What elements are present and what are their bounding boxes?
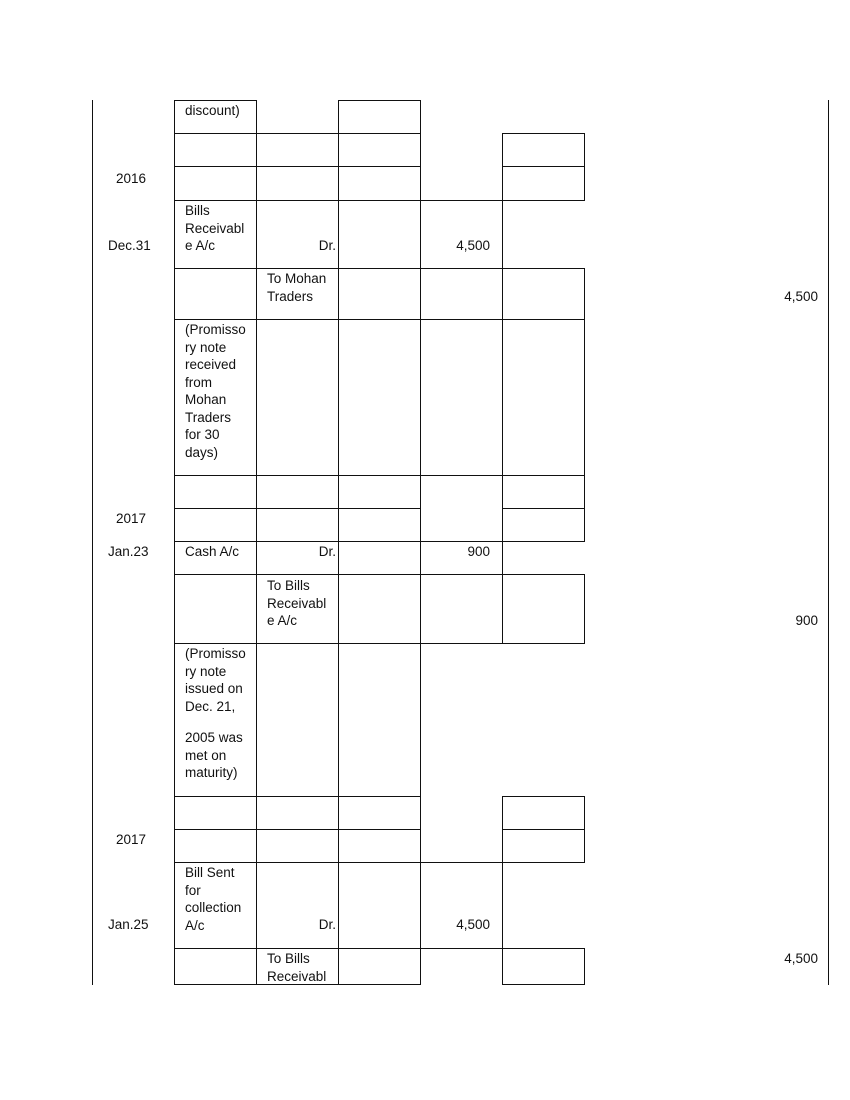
- table-cell: [174, 508, 257, 542]
- table-cell: [502, 829, 585, 863]
- table-cell: [174, 133, 257, 167]
- table-cell: [502, 475, 585, 509]
- table-cell: [338, 796, 421, 830]
- left-page-rule: [92, 100, 93, 985]
- narration-text: discount): [185, 103, 240, 118]
- credit-account: To Bills Receivabl: [267, 951, 327, 984]
- year-label: 2017: [116, 511, 147, 526]
- table-cell: [338, 508, 421, 542]
- table-cell: [338, 643, 421, 797]
- dr-marker: Dr.: [318, 544, 336, 559]
- table-cell: [256, 829, 339, 863]
- credit-account: To Mohan Traders: [267, 271, 327, 304]
- table-cell: [338, 862, 421, 949]
- debit-account: Bill Sent for collection A/c: [185, 865, 242, 933]
- table-cell: [256, 475, 339, 509]
- table-cell: [338, 268, 421, 320]
- table-cell: [256, 796, 339, 830]
- entry-date: Jan.23: [108, 544, 149, 559]
- table-cell: [338, 829, 421, 863]
- credit-amount: 4,500: [784, 951, 818, 966]
- table-cell: [174, 475, 257, 509]
- table-cell: [256, 133, 339, 167]
- narration-text: (Promisso ry note issued on Dec. 21,: [185, 646, 246, 714]
- table-cell: [420, 200, 503, 269]
- debit-amount: 4,500: [456, 917, 490, 932]
- entry-date: Dec.31: [108, 238, 151, 253]
- dr-marker: Dr.: [318, 238, 336, 253]
- dr-marker: Dr.: [318, 917, 336, 932]
- year-label: 2016: [116, 171, 147, 186]
- debit-amount: 4,500: [456, 238, 490, 253]
- right-page-rule: [828, 100, 829, 985]
- table-cell: [420, 862, 503, 949]
- table-cell: [502, 166, 585, 201]
- table-cell: [256, 166, 339, 201]
- table-cell: [338, 948, 421, 985]
- table-cell: [338, 574, 421, 644]
- table-cell: [256, 200, 339, 269]
- table-cell: [174, 268, 257, 320]
- credit-amount: 4,500: [784, 289, 818, 304]
- debit-account: Bills Receivabl e A/c: [185, 203, 245, 253]
- table-cell: [420, 268, 503, 320]
- debit-amount: 900: [467, 544, 490, 559]
- table-cell: [256, 643, 339, 797]
- table-cell: [338, 100, 421, 134]
- table-cell: [174, 574, 257, 644]
- table-cell: [338, 166, 421, 201]
- table-cell: [502, 948, 585, 985]
- table-cell: [420, 319, 503, 476]
- credit-account: To Bills Receivabl e A/c: [267, 578, 327, 628]
- table-cell: [174, 166, 257, 201]
- year-label: 2017: [116, 832, 147, 847]
- table-cell: [174, 829, 257, 863]
- table-cell: [338, 133, 421, 167]
- entry-date: Jan.25: [108, 917, 149, 932]
- table-cell: [256, 508, 339, 542]
- table-cell: [502, 268, 585, 320]
- table-cell: [174, 948, 257, 985]
- table-cell: [420, 574, 503, 644]
- debit-account: Cash A/c: [185, 544, 240, 559]
- narration-text: 2005 was met on maturity): [185, 730, 243, 780]
- table-cell: [502, 319, 585, 476]
- table-cell: [502, 133, 585, 167]
- table-cell: [338, 475, 421, 509]
- narration-text: (Promisso ry note received from Mohan Traders for 30 days): [185, 322, 246, 460]
- table-cell: [174, 796, 257, 830]
- table-cell: [338, 200, 421, 269]
- table-cell: [256, 862, 339, 949]
- table-cell: [502, 796, 585, 830]
- table-cell: [502, 574, 585, 644]
- table-cell: [338, 319, 421, 476]
- credit-amount: 900: [795, 613, 818, 628]
- table-cell: [256, 319, 339, 476]
- table-cell: [338, 541, 421, 575]
- table-cell: [502, 508, 585, 542]
